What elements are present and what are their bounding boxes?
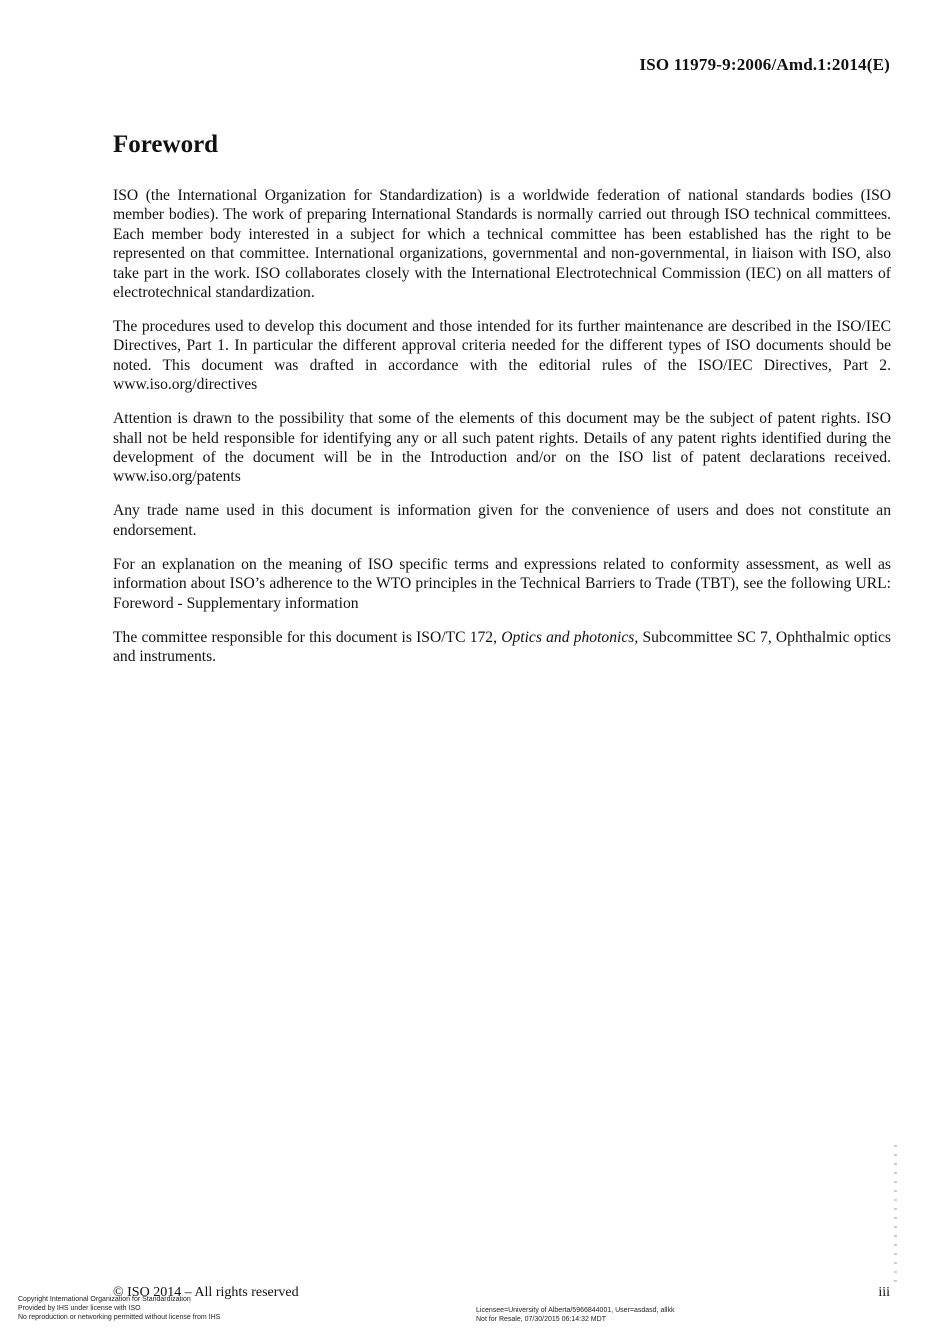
committee-text-after: , Subcommittee SC 7, Ophthalmic optics and instruments. [113, 628, 891, 666]
paragraph-iso-overview: ISO (the International Organization for Standardization) is a worldwide federation of national standards bodies (ISO member bodies). The work of preparing International Standards is normally carried out through ISO technical committees. Each member body interested in a subject for which a technical committee has been established has the right to be represented on that committee. International organizations, governmental and non-governmental, in liaison with ISO, also take part in the work. ISO collaborates closely with the International Electrotechnical Commission (IEC) on all matters of electrotechnical standardization. [113, 187, 891, 302]
page-number: iii [878, 1285, 890, 1300]
side-margin-mark [894, 1145, 897, 1285]
license-notice-left [18, 1295, 220, 1322]
license-line: Provided by IHS under license with ISO [18, 1305, 141, 1312]
page-title: Foreword [113, 131, 219, 158]
committee-name-italic: Optics and photonics [501, 628, 635, 646]
license-notice-right [476, 1306, 674, 1324]
paragraph-procedures: The procedures used to develop this document and those intended for its further maintenance are described in the ISO/IEC Directives, Part 1. In particular the different approval criteria needed for the different types of ISO documents should be noted. This document was drafted in accordance with the editorial rules of the ISO/IEC Directives, Part 2. www.iso.org/directives [113, 318, 891, 394]
paragraph-patent-rights: Attention is drawn to the possibility that some of the elements of this document may be the subject of patent rights. ISO shall not be held responsible for identifying any or all such patent rights. Details of any patent rights identified during the development of the document will be in the Introduction and/or on the ISO list of patent declarations received. www.iso.org/patents [113, 410, 891, 486]
paragraph-conformity: For an explanation on the meaning of ISO specific terms and expressions related to conformity assessment, as well as information about ISO’s adherence to the WTO principles in the Technical Barriers to Trade (TBT), see the following URL: Foreword - Supplementary information [113, 555, 891, 612]
license-line: No reproduction or networking permitted without license from IHS [18, 1314, 221, 1321]
committee-text-before: The committee responsible for this document is ISO/TC 172, [113, 628, 502, 646]
paragraph-committee [113, 628, 891, 667]
footer-copyright: © ISO 2014 – All rights reserved [113, 1285, 299, 1300]
document-identifier: ISO 11979-9:2006/Amd.1:2014(E) [639, 55, 890, 74]
foreword-body [113, 186, 891, 681]
license-line: Not for Resale, 07/30/2015 06:14:32 MDT [476, 1316, 606, 1323]
paragraph-trade-name: Any trade name used in this document is information given for the convenience of users and does not constitute an endorsement. [113, 502, 891, 539]
license-line: Licensee=University of Alberta/5966844001, User=asdasd, allkk [476, 1307, 675, 1314]
license-line: Copyright International Organization for Standardization [18, 1296, 191, 1303]
